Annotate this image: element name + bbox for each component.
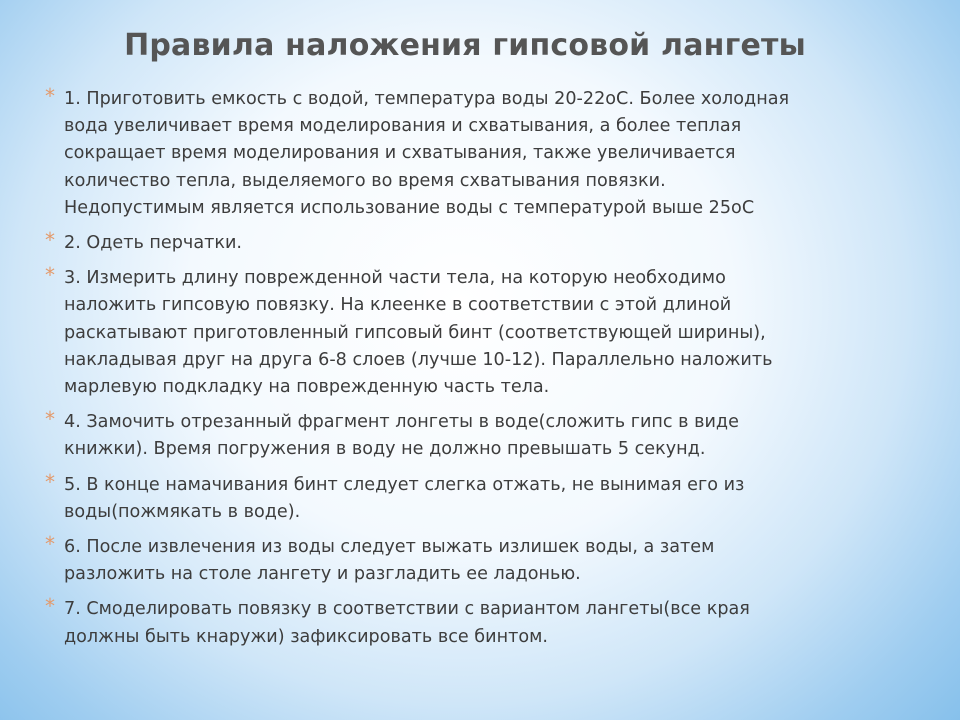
bullet-text-line: воды(пожмякать в воде). [64, 501, 301, 522]
bullet-text-line: 5. В конце намачивания бинт следует слегка отжать, не вынимая его из [64, 474, 745, 495]
bullet-text-line: 3. Измерить длину поврежденной части тела, на которую необходимо [64, 268, 726, 289]
list-item [44, 230, 904, 257]
bullet-text-line: книжки). Время погружения в воду не должно превышать 5 секунд. [64, 439, 706, 460]
list-item [44, 534, 904, 588]
list-item [44, 86, 904, 222]
list-item [44, 469, 904, 526]
bullet-text-line: сокращает время моделирования и схватывания, также увеличивается [64, 143, 736, 164]
bullet-text-line: 2. Одеть перчатки. [64, 233, 242, 254]
asterisk-bullet-icon: * [45, 263, 55, 288]
bullet-text-line: 4. Замочить отрезанный фрагмент лонгеты в воде(сложить гипс в виде [64, 412, 739, 433]
bullet-text-line: должны быть кнаружи) зафиксировать все бинтом. [64, 626, 548, 647]
bullet-text-line: наложить гипсовую повязку. На клеенке в соответствии с этой длиной [64, 295, 732, 316]
bullet-text-line: накладывая друг на друга 6-8 слоев (лучше 10-12). Параллельно наложить [64, 349, 773, 370]
asterisk-bullet-icon: * [45, 84, 55, 108]
bullet-text-line: 6. После извлечения из воды следует выжать излишек воды, а затем [64, 537, 715, 558]
bullet-text-line: количество тепла, выделяемого во время схватывания повязки. [64, 170, 666, 191]
bullet-text-line: 1. Приготовить емкость с водой, температура воды 20-22оС. Более холодная [64, 89, 790, 109]
bullet-text-line: марлевую подкладку на поврежденную часть тела. [64, 377, 550, 398]
bullet-text-line: 7. Смоделировать повязку в соответствии с вариантом лангеты(все края [64, 599, 750, 620]
asterisk-bullet-icon: * [45, 228, 55, 253]
bullet-text-line: раскатывают приготовленный гипсовый бинт (соответствующей ширины), [64, 322, 766, 343]
bullet-text-line: Недопустимым является использование воды с температурой выше 25оС [64, 197, 755, 218]
list-item [44, 409, 904, 463]
asterisk-bullet-icon: * [45, 532, 55, 557]
asterisk-bullet-icon: * [45, 407, 55, 432]
bullet-list [44, 86, 904, 659]
bullet-text-line: разложить на столе лангету и разгладить ее ладонью. [64, 564, 581, 585]
asterisk-bullet-icon: * [45, 469, 55, 494]
list-item [44, 265, 904, 401]
slide-title: Правила наложения гипсовой лангеты [124, 28, 806, 63]
bullet-text-line: вода увеличивает время моделирования и схватывания, а более теплая [64, 116, 742, 137]
asterisk-bullet-icon: * [45, 594, 55, 619]
list-item [44, 596, 904, 650]
